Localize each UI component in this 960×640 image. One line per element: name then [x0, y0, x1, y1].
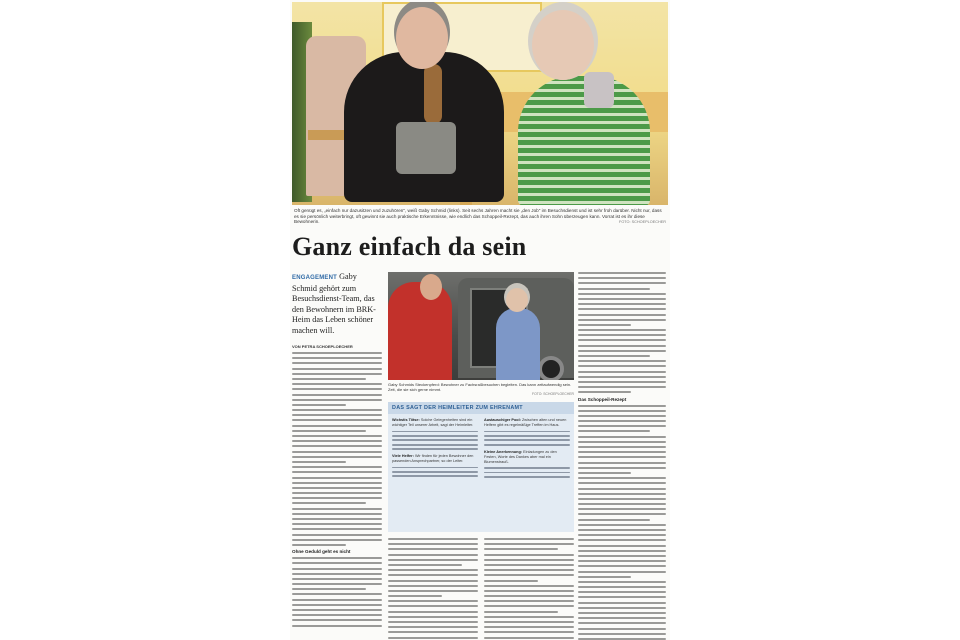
photo-mid-credit: FOTO: SCHOEPLOECHER [532, 392, 574, 396]
body-column-2 [388, 538, 478, 640]
man-head [420, 274, 442, 300]
infobox-left-column [392, 418, 478, 481]
photo-mid-caption-text: Gaby Schmids Steckenpferd: Bewohner zu Fachsraßbesuchen begleiten. Das kann zeitaufwendig sein. Zeit, die sie sich gerne nimmt. [388, 382, 572, 392]
infobox-entry-text: Zwischen alten und neuen Helfern gibt es regelmäßige Treffen im Haus. [484, 418, 567, 427]
infobox-entry-text: Solche Gelegenheiten sind ein wichtiger Teil unserer Arbeit, sagt der Heimleiter. [392, 418, 474, 427]
woman-blue-coat [496, 308, 540, 380]
infobox-entry-text: Wir finden für jeden Bewohner den passenden Ansprechpartner, so der Leiter. [392, 453, 474, 463]
body-column-3 [484, 538, 574, 640]
photo-top-caption [294, 208, 666, 225]
van-wheel-shape [538, 356, 564, 380]
infobox-entry-head: Viele Helfer: [392, 453, 414, 458]
byline: VON PETRA SCHOEPLOECHER [292, 344, 353, 349]
infobox-entry-text: Einladungen zu den Festen, Worte des Dankes aber mal ein Blumenstrauß. [484, 449, 557, 464]
infobox-entry [484, 418, 570, 446]
infobox-right-column [484, 418, 570, 482]
infobox-entry-head: Austauschiger Pool: [484, 418, 521, 422]
woman-left-scarf [424, 64, 442, 124]
photo-mid-caption [388, 382, 574, 397]
infobox-entry [392, 418, 478, 450]
woman-left-head [396, 7, 448, 69]
woman-right-head [532, 10, 594, 80]
handbag-shape [396, 122, 456, 174]
left-subhead: Ohne Geduld geht es nicht [292, 549, 351, 555]
photo-top-caption-text: Oft genügt es, „einfach nur dazusitzen und zuzuhören", weiß Gaby Schmid (links). Seit sechs Jahren macht sie „den Job" im Besuchsdienst und ist sehr froh darüber. Nicht nur, dass es sie persönlich weiterbringt, oft gewinnt sie auch praktische Erkenntnisse, wie endlich das Schoppeil-Rezept, das auch ihren Sohn überzeugen kann. Vorrat ist es ihr diese Bewohnerin. [294, 208, 662, 225]
right-subhead: Das Schoppeil-Rezept [578, 396, 627, 402]
woman-right-scarf [584, 72, 614, 108]
infobox-entry [484, 450, 570, 478]
photo-man-and-woman-at-van [388, 272, 574, 380]
body-column-4 [578, 272, 666, 640]
infobox-entry-head: Wichstis Tiitse: [392, 418, 420, 422]
woman-head [506, 288, 528, 312]
body-column-1 [292, 352, 382, 640]
photo-two-women-at-table [292, 2, 668, 205]
headline: Ganz einfach da sein [292, 232, 527, 261]
infobox-entry-head: Kleine Anerkennung: [484, 449, 523, 454]
lead-column [292, 272, 382, 349]
kicker [292, 272, 382, 336]
kicker-tag: ENGAGEMENT [292, 275, 338, 281]
kicker-text: Gaby Schmid gehört zum Besuchsdienst-Team, das den Bewohnern im BRK-Heim das Leben schöner machen will. [292, 272, 376, 335]
man-red-jacket [388, 282, 452, 380]
infobox [388, 402, 574, 532]
newspaper-page [290, 0, 670, 640]
infobox-title: DAS SAGT DER HEIMLEITER ZUM EHRENAMT [388, 402, 574, 414]
photo-top-credit: FOTO: SCHOEPLOECHER [619, 220, 666, 224]
infobox-entry [392, 454, 478, 477]
